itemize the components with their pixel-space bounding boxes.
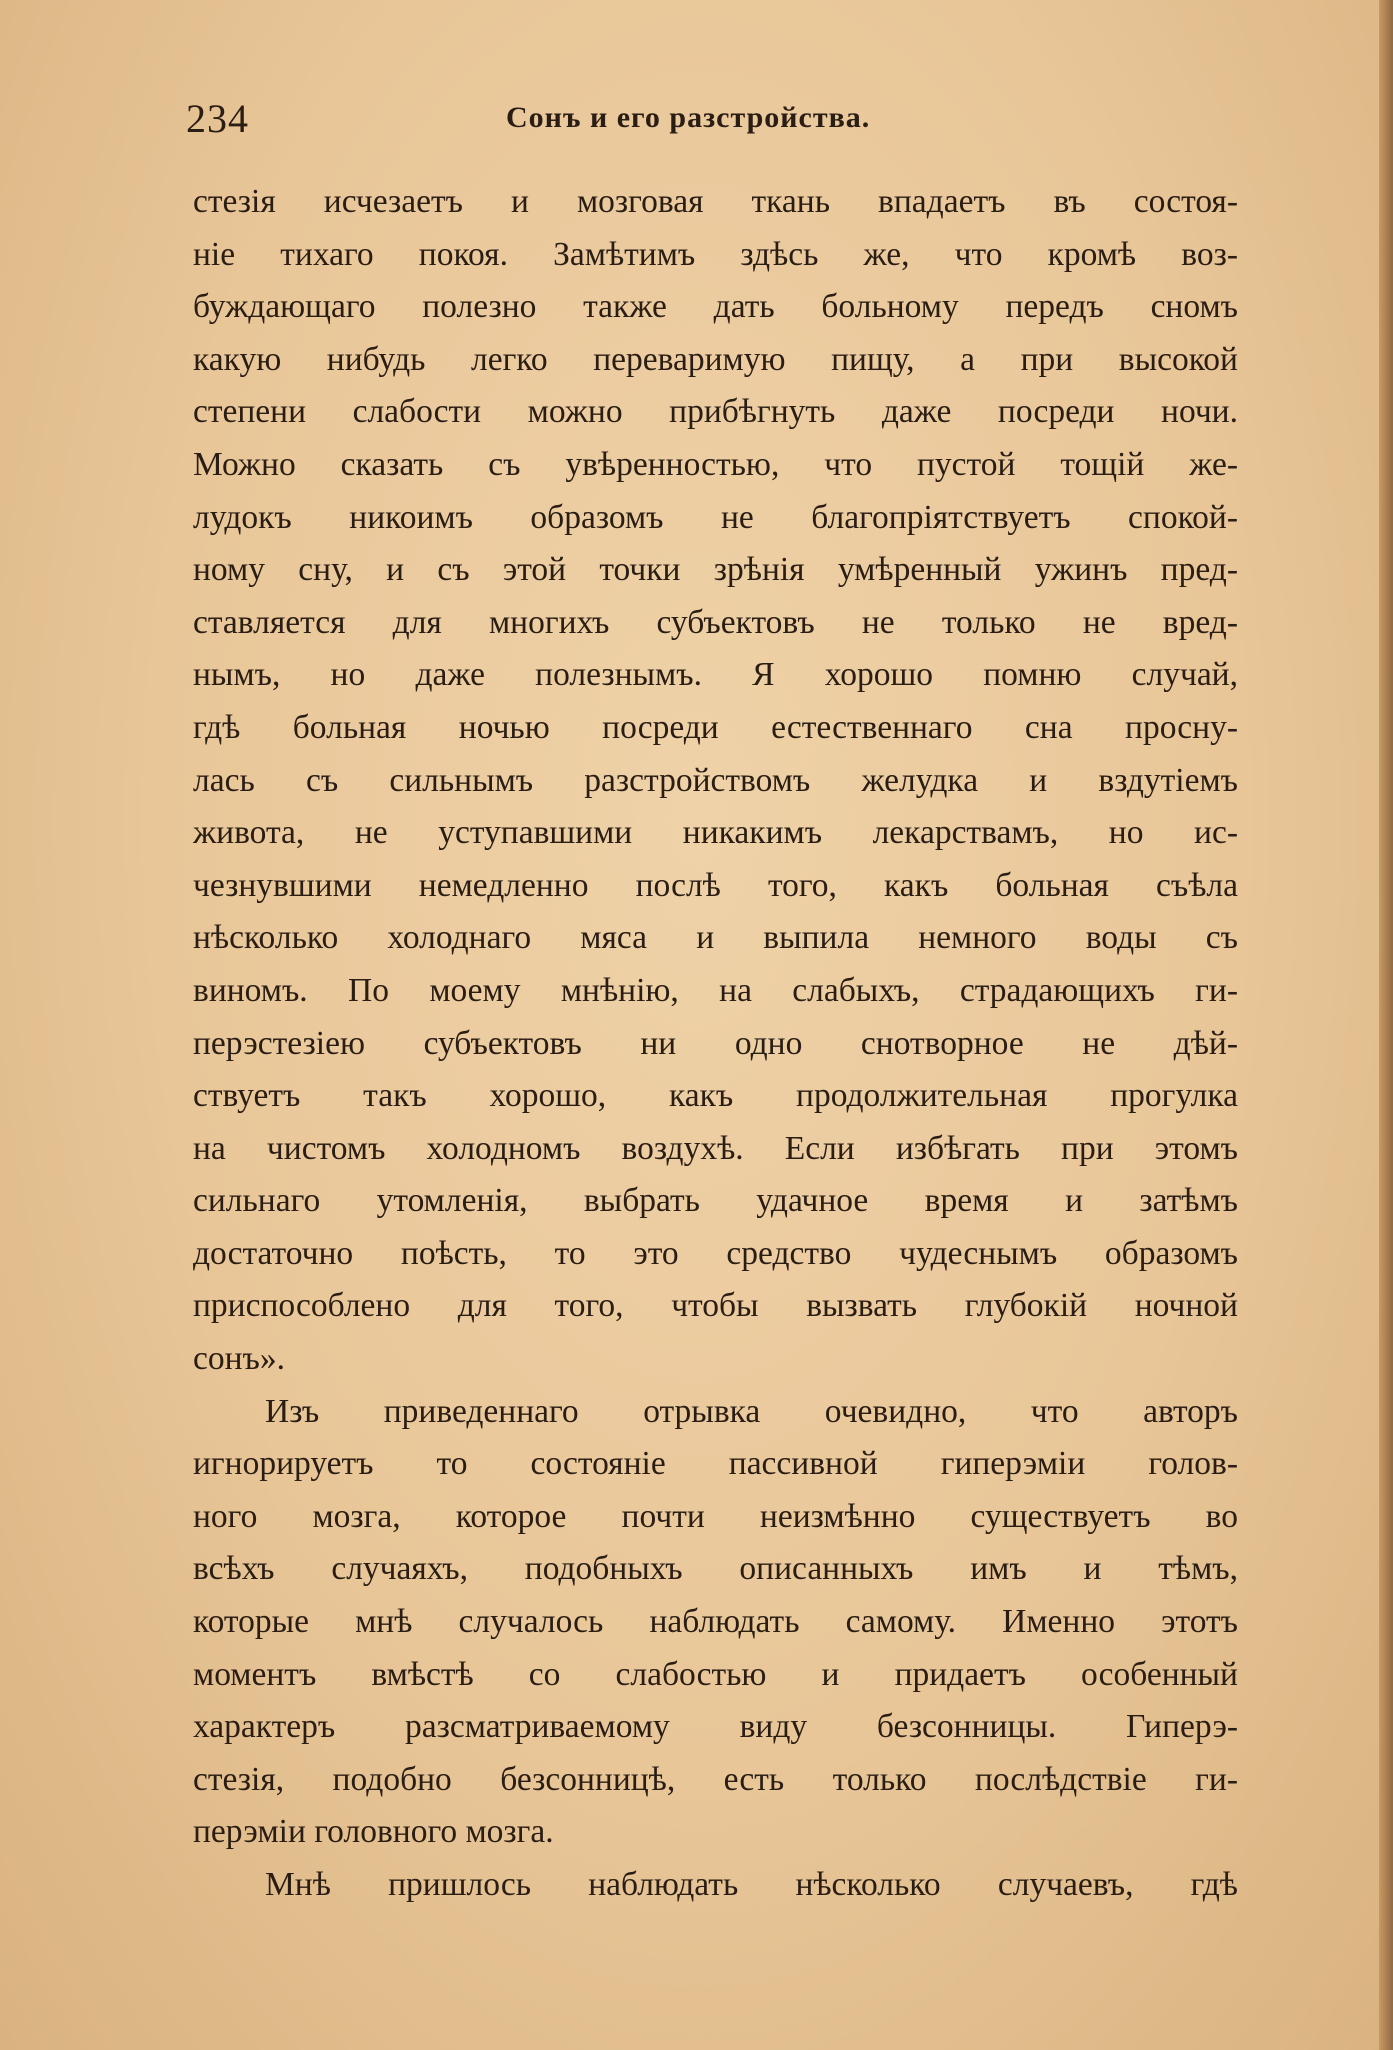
text-line: моментъ вмѣстѣ со слабостью и придаетъ особенный bbox=[193, 1655, 1238, 1693]
page-number: 234 bbox=[186, 96, 249, 141]
text-line: стезія, подобно безсонницѣ, есть только послѣдствіе ги- bbox=[193, 1760, 1238, 1798]
text-line: ствуетъ такъ хорошо, какъ продолжительная прогулка bbox=[193, 1077, 1238, 1115]
text-line: нѣсколько холоднаго мяса и выпила немного воды съ bbox=[193, 919, 1238, 957]
text-line: чезнувшими немедленно послѣ того, какъ больная съѣла bbox=[193, 866, 1238, 904]
text-line: ставляется для многихъ субъектовъ не только не вред- bbox=[193, 603, 1238, 641]
text-line: ного мозга, которое почти неизмѣнно существуетъ во bbox=[193, 1497, 1238, 1535]
text-line: которые мнѣ случалось наблюдать самому. Именно этотъ bbox=[193, 1603, 1238, 1641]
text-line: стезія исчезаетъ и мозговая ткань впадаетъ въ состоя- bbox=[193, 183, 1238, 220]
page-edge bbox=[1379, 0, 1393, 2050]
text-line: перэстезіею субъектовъ ни одно снотворное не дѣй- bbox=[193, 1024, 1238, 1062]
text-line: всѣхъ случаяхъ, подобныхъ описанныхъ имъ и тѣмъ, bbox=[193, 1550, 1238, 1588]
running-head: Сонъ и его разстройства. bbox=[506, 101, 871, 134]
text-line: характеръ разсматриваемому виду безсонницы. Гиперэ- bbox=[193, 1708, 1238, 1746]
text-line: сильнаго утомленія, выбрать удачное время и затѣмъ bbox=[193, 1182, 1238, 1220]
text-line: на чистомъ холодномъ воздухѣ. Если избѣгать при этомъ bbox=[193, 1129, 1238, 1167]
paragraph-end-line: перэміи головного мозга. bbox=[193, 1813, 554, 1851]
paragraph-end-line: сонъ». bbox=[193, 1340, 285, 1378]
text-line: ному сну, и съ этой точки зрѣнія умѣренный ужинъ пред- bbox=[193, 551, 1238, 589]
paragraph-start-line: Изъ приведеннаго отрывка очевидно, что авторъ bbox=[265, 1392, 1238, 1430]
body-text bbox=[193, 176, 1238, 1912]
text-line: степени слабости можно прибѣгнуть даже посреди ночи. bbox=[193, 393, 1238, 431]
text-line: гдѣ больная ночью посреди естественнаго сна просну- bbox=[193, 708, 1238, 746]
text-line: живота, не уступавшими никакимъ лекарствамъ, но ис- bbox=[193, 814, 1238, 852]
paragraph-start-line: Мнѣ пришлось наблюдать нѣсколько случаевъ, гдѣ bbox=[265, 1866, 1238, 1903]
text-line: достаточно поѣсть, то это средство чудеснымъ образомъ bbox=[193, 1234, 1238, 1272]
text-line: приспособлено для того, чтобы вызвать глубокій ночной bbox=[193, 1287, 1238, 1325]
text-line: нымъ, но даже полезнымъ. Я хорошо помню случай, bbox=[193, 656, 1238, 694]
text-line: лась съ сильнымъ разстройствомъ желудка и вздутіемъ bbox=[193, 761, 1238, 799]
text-line: Можно сказать съ увѣренностью, что пустой тощій же- bbox=[193, 445, 1238, 483]
text-line: лудокъ никоимъ образомъ не благопріятствуетъ спокой- bbox=[193, 498, 1238, 536]
text-line: виномъ. По моему мнѣнію, на слабыхъ, страдающихъ ги- bbox=[193, 971, 1238, 1009]
text-line: игнорируетъ то состояніе пассивной гиперэміи голов- bbox=[193, 1445, 1238, 1483]
text-line: какую нибудь легко переваримую пищу, а при высокой bbox=[193, 340, 1238, 378]
text-line: ніе тихаго покоя. Замѣтимъ здѣсь же, что кромѣ воз- bbox=[193, 235, 1238, 273]
text-line: буждающаго полезно также дать больному передъ сномъ bbox=[193, 288, 1238, 326]
page-header bbox=[186, 95, 1236, 145]
